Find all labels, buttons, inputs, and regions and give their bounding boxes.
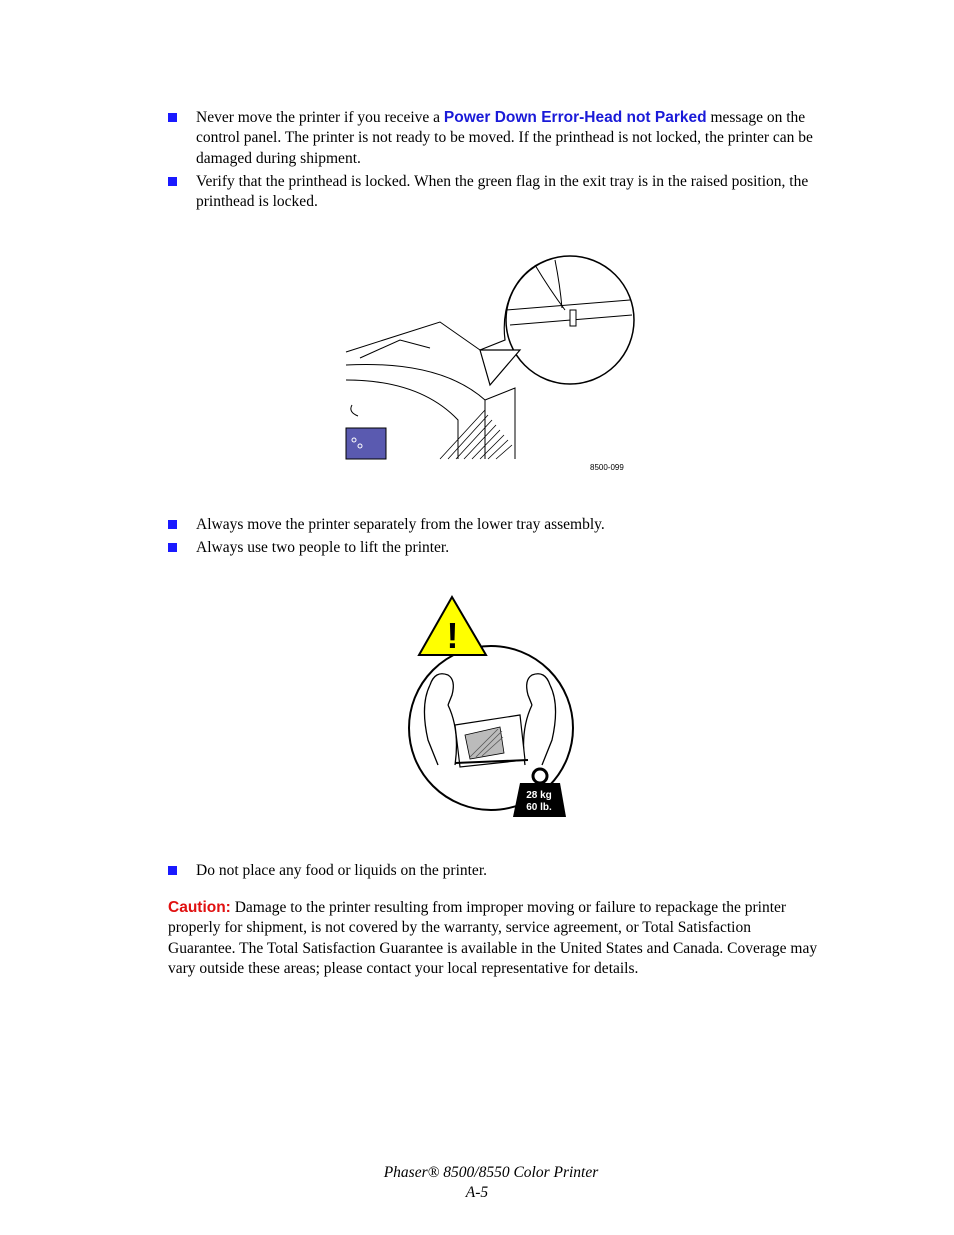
list-item <box>168 515 818 535</box>
page-footer <box>0 1163 954 1203</box>
bullet-square-icon <box>168 177 177 186</box>
bullet-text: message on the control panel. The printer is not ready to be moved. If the printhead is not locked, the printer can be damaged during shipment. <box>196 109 813 167</box>
bullet-list-middle <box>168 515 818 562</box>
bullet-text: Always use two people to lift the printer. <box>196 539 450 557</box>
bullet-text: Verify that the printhead is locked. When the green flag in the exit tray is in the raised position, the printhead is locked. <box>196 172 809 211</box>
list-item <box>168 172 818 213</box>
printer-exit-tray-icon <box>340 240 640 480</box>
bullet-square-icon <box>168 543 177 552</box>
bullet-text: Do not place any food or liquids on the printer. <box>196 862 487 879</box>
bullet-square-icon <box>168 113 177 122</box>
bullet-text: Always move the printer separately from the lower tray assembly. <box>196 516 605 533</box>
list-item <box>168 108 818 169</box>
bullet-list-bottom <box>168 861 818 884</box>
caution-text: Damage to the printer resulting from improper moving or failure to repackage the printer properly for shipment, is not covered by the warranty, service agreement, or Total Satisfaction Guarantee. The Total Satisfaction Guarantee is available in the United States and Canada. Coverage may vary outside these areas; please contact your local representative for details. <box>168 899 818 977</box>
weight-lb: 60 lb. <box>526 802 552 813</box>
svg-text:!: ! <box>446 615 459 656</box>
caution-label: Caution: <box>168 899 231 916</box>
error-message-name: Power Down Error-Head not Parked <box>443 109 707 126</box>
two-person-lift-warning <box>400 595 580 820</box>
page-number: A-5 <box>465 1184 489 1201</box>
figure-code: 8500-099 <box>590 463 624 472</box>
caution-paragraph <box>168 898 818 979</box>
printhead-locked-illustration <box>340 240 640 480</box>
two-person-lift-icon <box>400 595 580 820</box>
bullet-square-icon <box>168 520 177 529</box>
footer-title: Phaser® 8500/8550 Color Printer <box>383 1164 599 1181</box>
weight-kg: 28 kg <box>526 790 552 801</box>
bullet-text: Never move the printer if you receive a <box>196 109 444 126</box>
bullet-square-icon <box>168 866 177 875</box>
bullet-list-top <box>168 108 818 215</box>
list-item <box>168 861 818 881</box>
list-item <box>168 538 818 558</box>
